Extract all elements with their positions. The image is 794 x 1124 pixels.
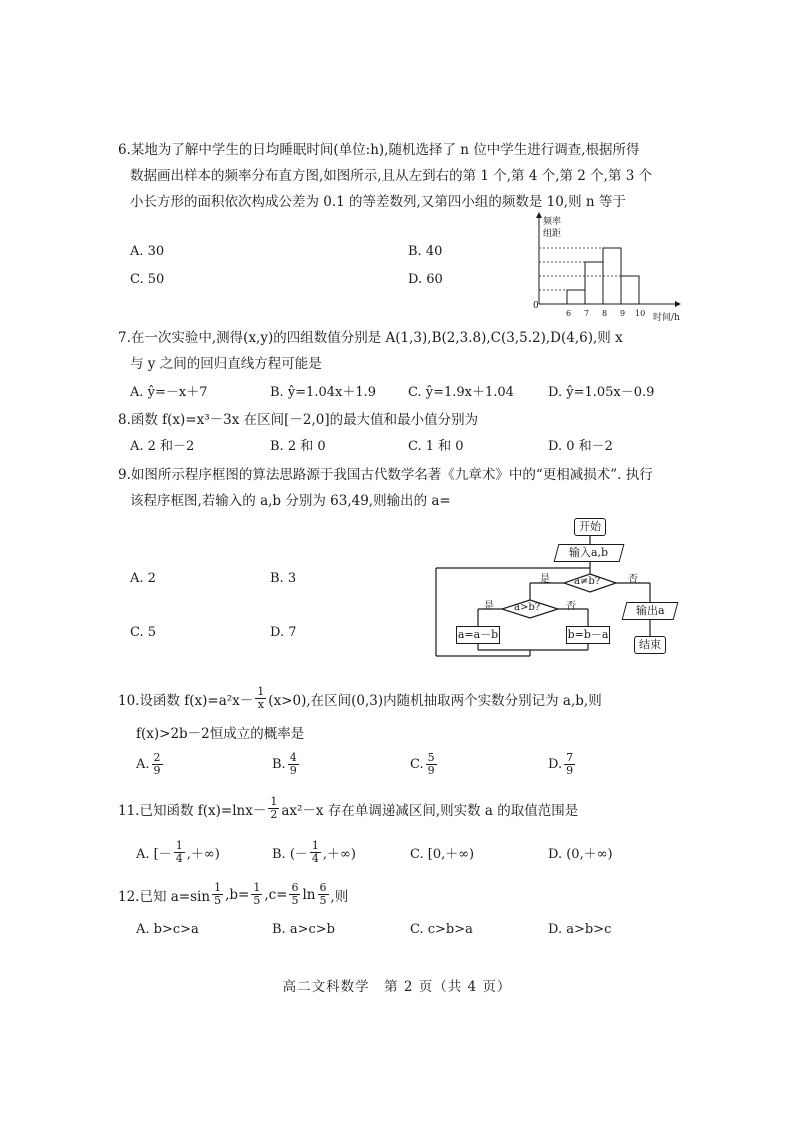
q11-frac-num: 1 (270, 795, 278, 808)
q10-line2: f(x)>2b－2恒成立的概率是 (136, 726, 305, 742)
flowchart-assign-b: b=b－a (566, 626, 610, 644)
flowchart-end: 结束 (634, 636, 666, 654)
q12-option-a: A. b>c>a (136, 922, 199, 937)
q11-frac-den: 2 (270, 808, 278, 821)
q12-option-d: D. a>b>c (548, 922, 612, 937)
q7-option-b: B. ŷ=1.04x＋1.9 (270, 385, 377, 400)
q11-option-post: ,＋∞) (186, 847, 220, 862)
q8-line1: 8.函数 f(x)=x³－3x 在区间[－2,0]的最大值和最小值分别为 (118, 412, 479, 428)
q12-frac-den: 5 (319, 894, 327, 907)
q6-option-d: D. 60 (408, 272, 443, 287)
flowchart-input-label: 输入a,b (569, 546, 609, 559)
q10-option-frac (288, 752, 299, 777)
q10-option-den: 9 (153, 764, 161, 777)
q10-option-a (136, 752, 165, 777)
q12-option-b: B. a>c>b (272, 922, 335, 937)
q7-option-c: C. ŷ=1.9x＋1.04 (408, 385, 514, 400)
histogram-tick: 7 (584, 309, 590, 318)
q11-option-a (136, 840, 220, 865)
q8-option-d: D. 0 和－2 (548, 439, 613, 454)
q10-frac-num: 1 (257, 685, 265, 698)
q10-option-frac (564, 752, 575, 777)
q12-frac-num: 1 (253, 881, 261, 894)
flowchart-input (554, 544, 625, 562)
q12-part: ln (302, 886, 316, 903)
q6-option-b: B. 40 (408, 244, 443, 259)
flowchart-output-label: 输出a (635, 604, 665, 617)
q10-option-b (272, 752, 301, 777)
q12-frac-den: 5 (214, 894, 222, 907)
q10-option-letter: B. (272, 757, 286, 772)
q10-option-num: 2 (153, 751, 161, 764)
histogram-tick: 10 (635, 309, 646, 318)
q10-option-frac (426, 752, 437, 777)
q10-option-den: 9 (566, 764, 574, 777)
q6-line3: 小长方形的面积依次构成公差为 0.1 的等差数列,又第四小组的频数是 10,则 n 等于 (130, 194, 626, 210)
q11-option-pre: B. (－ (272, 847, 308, 862)
q12-part: ,b= (225, 886, 250, 903)
q8-option-a: A. 2 和－2 (130, 439, 195, 454)
q11-option-num: 1 (311, 839, 319, 852)
histogram-y-arrow (536, 212, 542, 218)
q12-part: 12.已知 a=sin (118, 888, 211, 905)
q12-frac (289, 882, 300, 907)
q10-option-d (548, 752, 577, 777)
q12-frac (212, 882, 223, 907)
q10-line1-a: 10.设函数 f(x)=a²x－ (118, 692, 254, 709)
q12-part: ,c= (264, 886, 288, 903)
q11-option-frac (310, 840, 321, 865)
histogram-origin: 0 (533, 301, 539, 311)
q8-option-b: B. 2 和 0 (270, 439, 326, 454)
q11-option-b (272, 840, 356, 865)
histogram-bar (621, 276, 639, 304)
histogram-ylabel-top: 频率 (543, 217, 562, 227)
q11-line1 (118, 796, 578, 821)
q10-line1-b: (x>0),在区间(0,3)内随机抽取两个实数分别记为 a,b,则 (268, 692, 602, 709)
flowchart-no2: 否 (566, 601, 576, 612)
q10-option-letter: C. (410, 757, 424, 772)
q10-option-num: 4 (289, 751, 297, 764)
q12-frac-den: 5 (291, 894, 299, 907)
q11-line1-a: 11.已知函数 f(x)=lnx－ (118, 802, 267, 819)
flowchart-assign-a: a=a－b (456, 626, 500, 644)
q9-option-c: C. 5 (130, 625, 157, 640)
q11-option-den: 4 (311, 852, 319, 865)
flowchart-no1: 否 (628, 574, 638, 585)
q12-part: ,则 (330, 888, 349, 905)
q9-option-a: A. 2 (130, 571, 156, 586)
flowchart-output (622, 602, 679, 620)
q8-option-c: C. 1 和 0 (408, 439, 464, 454)
histogram-tick: 6 (566, 309, 572, 318)
q9-option-b: B. 3 (270, 571, 297, 586)
q11-option-d: D. (0,＋∞) (548, 847, 613, 862)
flowchart-start: 开始 (574, 518, 606, 536)
q10-option-num: 5 (427, 751, 435, 764)
q7-line1: 7.在一次实验中,测得(x,y)的四组数值分别是 A(1,3),B(2,3.8),C(3,5.2),D(4,6),则 x (118, 330, 623, 346)
page-footer: 高二文科数学 第 2 页（共 4 页） (282, 979, 512, 995)
flowchart-cond1: a≠b? (574, 576, 601, 587)
flowchart-yes2: 是 (484, 601, 494, 612)
q11-line1-b: ax²－x 存在单调递减区间,则实数 a 的取值范围是 (281, 802, 579, 819)
q7-line2: 与 y 之间的回归直线方程可能是 (130, 356, 322, 372)
q10-option-letter: A. (136, 757, 150, 772)
q7-option-d: D. ŷ=1.05x－0.9 (548, 385, 655, 400)
q9-line2: 该程序框图,若输入的 a,b 分别为 63,49,则输出的 a= (130, 493, 451, 509)
histogram-xlabel: 时间/h (653, 313, 680, 323)
q10-fraction (255, 686, 266, 711)
q6-line1: 6.某地为了解中学生的日均睡眠时间(单位:h),随机选择了 n 位中学生进行调查,根据所得 (118, 142, 640, 158)
q11-option-den: 4 (175, 852, 183, 865)
q9-option-d: D. 7 (270, 625, 297, 640)
q6-option-a: A. 30 (130, 244, 165, 259)
histogram-ylabel-bottom: 组距 (543, 229, 562, 239)
histogram-tick: 9 (620, 309, 626, 318)
q10-option-c (410, 752, 439, 777)
q11-option-num: 1 (175, 839, 183, 852)
q10-frac-den: x (257, 698, 264, 711)
q12-frac (318, 882, 329, 907)
q10-option-den: 9 (289, 764, 297, 777)
histogram-tick: 8 (602, 309, 608, 318)
q12-frac-num: 6 (319, 881, 327, 894)
histogram-x-arrow (675, 301, 681, 307)
q10-option-num: 7 (566, 751, 574, 764)
q12-frac-num: 6 (291, 881, 299, 894)
q11-fraction (268, 796, 279, 821)
q11-option-post: ,＋∞) (322, 847, 356, 862)
q10-line1 (118, 686, 602, 711)
q10-option-letter: D. (548, 757, 563, 772)
q6-option-c: C. 50 (130, 272, 165, 287)
flowchart-cond2: a>b? (514, 602, 541, 613)
q10-option-den: 9 (427, 764, 435, 777)
q7-option-a: A. ŷ=－x＋7 (130, 385, 208, 400)
q11-option-frac (174, 840, 185, 865)
q12-frac-num: 1 (214, 881, 222, 894)
q6-line2: 数据画出样本的频率分布直方图,如图所示,且从左到右的第 1 个,第 4 个,第 2 个,第 3 个 (130, 168, 653, 184)
q12-frac (251, 882, 262, 907)
q9-line1: 9.如图所示程序框图的算法思路源于我国古代数学名著《九章术》中的“更相减损术”. 执行 (118, 467, 653, 483)
q11-option-c: C. [0,＋∞) (410, 847, 475, 862)
q12-frac-den: 5 (253, 894, 261, 907)
flowchart-yes1: 是 (540, 574, 550, 585)
q11-option-pre: A. [－ (136, 847, 172, 862)
q12-option-c: C. c>b>a (410, 922, 473, 937)
q12-line1 (118, 882, 348, 907)
histogram-bar (585, 262, 603, 304)
histogram-bar (567, 290, 585, 304)
q10-option-frac (152, 752, 163, 777)
